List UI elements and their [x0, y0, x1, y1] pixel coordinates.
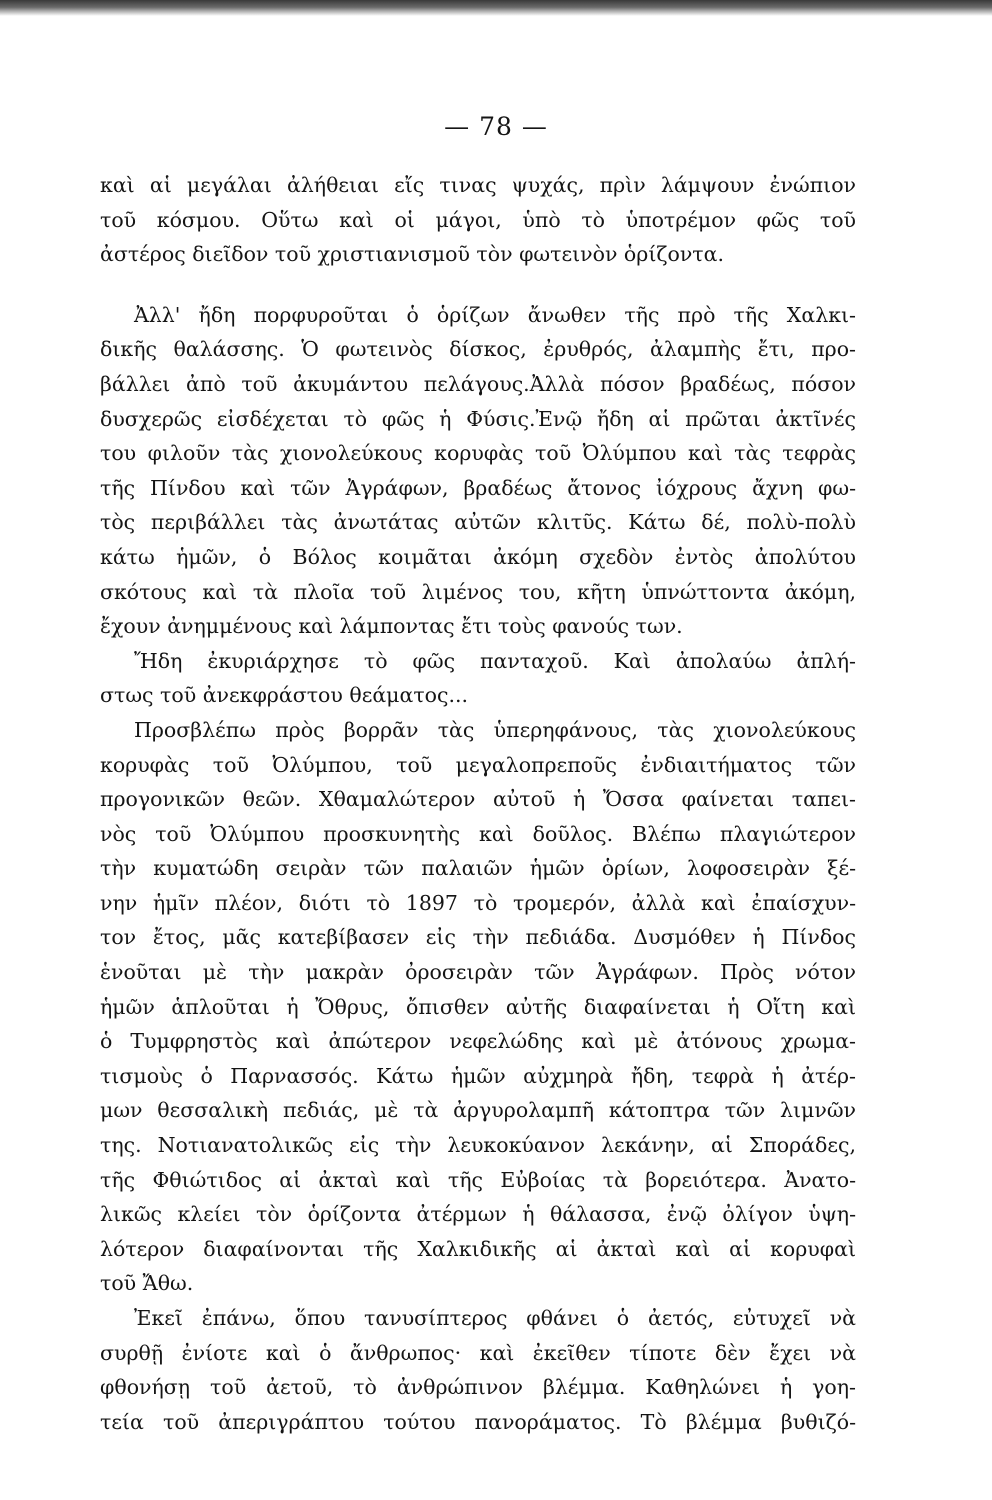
page-number: — 78 — [444, 112, 548, 141]
text-line: τον ἔτος, μᾶς κατεβίβασεν εἰς τὴν πεδιάδα. Δυσμόθεν ἡ Πίνδος [100, 925, 856, 950]
text-line: σκότους καὶ τὰ πλοῖα τοῦ λιμένος του, κῆτη ὑπνώττοντα ἀκόμη, [100, 579, 856, 604]
text-line: κάτω ἡμῶν, ὁ Βόλος κοιμᾶται ἀκόμη σχεδὸν ἐντὸς ἀπολύτου [100, 544, 856, 569]
text-line: της. Νοτιανατολικῶς εἰς τὴν λευκοκύανον λεκάνην, αἱ Σποράδες, [100, 1133, 856, 1158]
text-line: ἀστέρος διεῖδον τοῦ χριστιανισμοῦ τὸν φωτεινὸν ὁρίζοντα. [100, 242, 724, 267]
text-line: Ἀλλ' ἤδη πορφυροῦται ὁ ὁρίζων ἄνωθεν τῆς πρὸ τῆς Χαλκι- [134, 302, 856, 327]
text-line: νὸς τοῦ Ὀλύμπου προσκυνητὴς καὶ δοῦλος. Βλέπω πλαγιώτερον [100, 821, 856, 846]
paragraph [100, 168, 856, 272]
text-line: συρθῇ ἐνίοτε καὶ ὁ ἄνθρωπος· καὶ ἐκεῖθεν τίποτε δὲν ἔχει νὰ [100, 1340, 856, 1365]
text-line: λικῶς κλείει τὸν ὁρίζοντα ἀτέρμων ἡ θάλασσα, ἐνῷ ὀλίγον ὑψη- [100, 1202, 856, 1227]
text-line: νην ἡμῖν πλέον, διότι τὸ 1897 τὸ τρομερόν, ἀλλὰ καὶ ἐπαίσχυν- [100, 890, 856, 915]
text-line: ἡμῶν ἁπλοῦται ἡ Ὄθρυς, ὄπισθεν αὐτῆς διαφαίνεται ἡ Οἴτη καὶ [100, 994, 856, 1019]
page-body [100, 168, 856, 1439]
paragraph [100, 713, 856, 1301]
text-line: τισμοὺς ὁ Παρνασσός. Κάτω ἡμῶν αὐχμηρὰ ἤδη, τεφρὰ ἡ ἀτέρ- [100, 1063, 856, 1088]
paragraph [100, 644, 856, 713]
text-line: κορυφὰς τοῦ Ὀλύμπου, τοῦ μεγαλοπρεποῦς ἐνδιαιτήματος τῶν [100, 752, 856, 777]
scan-top-edge [0, 0, 992, 16]
text-line: φθονήσῃ τοῦ ἀετοῦ, τὸ ἀνθρώπινον βλέμμα. Καθηλώνει ἡ γοη- [100, 1375, 856, 1400]
text-line: λότερον διαφαίνονται τῆς Χαλκιδικῆς αἱ ἀκταὶ καὶ αἱ κορυφαὶ [100, 1236, 856, 1261]
text-line: τῆς Φθιώτιδος αἱ ἀκταὶ καὶ τῆς Εὐβοίας τὰ βορειότερα. Ἀνατο- [100, 1167, 856, 1192]
text-line: μων θεσσαλικὴ πεδιάς, μὲ τὰ ἀργυρολαμπῆ κάτοπτρα τῶν λιμνῶν [100, 1098, 856, 1123]
text-line: δικῆς θαλάσσης. Ὁ φωτεινὸς δίσκος, ἐρυθρός, ἀλαμπὴς ἔτι, προ- [100, 337, 856, 362]
paragraph-gap [100, 272, 856, 298]
text-line: τοῦ κόσμου. Οὕτω καὶ οἱ μάγοι, ὑπὸ τὸ ὑποτρέμον φῶς τοῦ [100, 207, 856, 232]
text-line: Ἤδη ἐκυριάρχησε τὸ φῶς πανταχοῦ. Καὶ ἀπολαύω ἀπλή- [134, 648, 856, 673]
text-line: τὴν κυματώδη σειρὰν τῶν παλαιῶν ἡμῶν ὁρίων, λοφοσειρὰν ξέ- [100, 856, 856, 881]
text-line: τὸς περιβάλλει τὰς ἀνωτάτας αὐτῶν κλιτῦς. Κάτω δέ, πολὺ-πολὺ [100, 510, 856, 535]
text-line: τεία τοῦ ἀπεριγράπτου τούτου πανοράματος. Τὸ βλέμμα βυθιζό- [100, 1409, 856, 1434]
text-line: του φιλοῦν τὰς χιονολεύκους κορυφὰς τοῦ Ὀλύμπου καὶ τὰς τεφρὰς [100, 441, 856, 466]
paragraph [100, 1301, 856, 1439]
text-line: καὶ αἱ μεγάλαι ἀλήθειαι εἴς τινας ψυχάς, πρὶν λάμψουν ἐνώπιον [100, 173, 856, 197]
paragraph [100, 298, 856, 644]
text-line: βάλλει ἀπὸ τοῦ ἀκυμάντου πελάγους.Ἀλλὰ πόσον βραδέως, πόσον [100, 371, 856, 396]
text-line: τοῦ Ἄθω. [100, 1271, 194, 1296]
text-line: ὁ Τυμφρηστὸς καὶ ἀπώτερον νεφελώδης καὶ μὲ ἀτόνους χρωμα- [100, 1029, 856, 1054]
text-line: Προσβλέπω πρὸς βορρᾶν τὰς ὑπερηφάνους, τὰς χιονολεύκους [134, 717, 856, 742]
text-line: δυσχερῶς εἰσδέχεται τὸ φῶς ἡ Φύσις.Ἐνῷ ἤδη αἱ πρῶται ἀκτῖνές [100, 406, 856, 431]
text-line: στως τοῦ ἀνεκφράστου θεάματος... [100, 683, 469, 708]
text-line: προγονικῶν θεῶν. Χθαμαλώτερον αὐτοῦ ἡ Ὄσσα φαίνεται ταπει- [100, 787, 856, 812]
text-line: ἑνοῦται μὲ τὴν μακρὰν ὀροσειρὰν τῶν Ἀγράφων. Πρὸς νότον [100, 960, 856, 985]
text-line: ἔχουν ἀνημμένους καὶ λάμποντας ἔτι τοὺς φανούς των. [100, 614, 683, 639]
text-line: τῆς Πίνδου καὶ τῶν Ἀγράφων, βραδέως ἄτονος ἰόχρους ἄχνη φω- [100, 475, 856, 500]
text-line: Ἐκεῖ ἐπάνω, ὅπου τανυσίπτερος φθάνει ὁ ἀετός, εὐτυχεῖ νὰ [134, 1306, 856, 1330]
